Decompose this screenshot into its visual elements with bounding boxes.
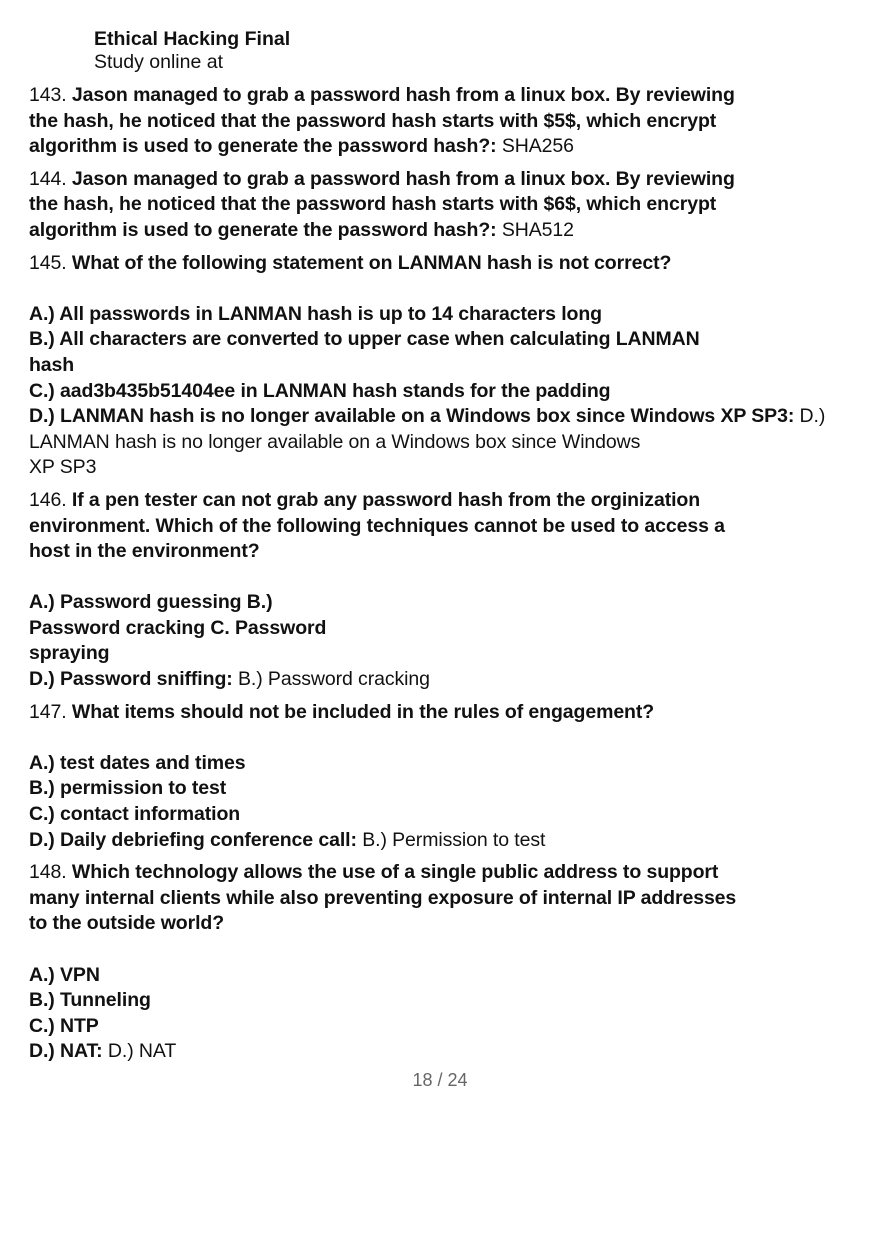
- option-item: C.) NTP: [29, 1014, 99, 1037]
- option-item: D.) NAT:: [29, 1040, 103, 1063]
- question-text: environment. Which of the following techniques cannot be used to access a: [29, 514, 725, 537]
- question-text: Jason managed to grab a password hash from a linux box. By reviewing: [71, 167, 735, 190]
- question-text: Jason managed to grab a password hash from a linux box. By reviewing: [71, 84, 735, 106]
- option-item: C.) contact information: [29, 803, 241, 826]
- question-145: [29, 251, 849, 481]
- answer-text: XP SP3: [29, 456, 97, 479]
- option-item: C.) aad3b435b51404ee in LANMAN hash stands for the padding: [29, 379, 611, 402]
- option-item: D.) LANMAN hash is no longer available on a Windows box since Windows XP SP3:: [29, 405, 795, 428]
- option-item: B.) Tunneling: [29, 989, 151, 1012]
- question-144: [29, 167, 849, 244]
- question-number: 143.: [29, 84, 67, 106]
- option-item: A.) All passwords in LANMAN hash is up to 14 characters long: [29, 302, 602, 325]
- answer-text: B.) Password cracking: [237, 668, 430, 691]
- question-text: the hash, he noticed that the password hash starts with $5$, which encrypt: [29, 109, 717, 132]
- question-146: [29, 488, 849, 693]
- question-text: algorithm is used to generate the password hash?:: [29, 135, 497, 158]
- question-text: If a pen tester can not grab any password hash from the orginization: [71, 488, 701, 511]
- option-item: B.) permission to test: [29, 777, 227, 800]
- option-item: A.) VPN: [29, 963, 100, 986]
- question-143: [29, 83, 849, 160]
- question-text: What items should not be included in the rules of engagement?: [71, 700, 655, 723]
- answer-text: B.) Permission to test: [362, 828, 546, 851]
- answer-text: D.): [799, 405, 826, 428]
- option-item: hash: [29, 353, 75, 376]
- question-number: 145.: [29, 251, 67, 274]
- answer-text: SHA256: [501, 135, 574, 158]
- question-text: What of the following statement on LANMAN hash is not correct?: [71, 251, 672, 274]
- option-item: D.) Daily debriefing conference call:: [29, 828, 357, 851]
- page-indicator: 18 / 24: [412, 1070, 468, 1090]
- option-item: B.) All characters are converted to upper case when calculating LANMAN: [29, 328, 700, 351]
- option-item: spraying: [29, 642, 110, 665]
- option-item: A.) Password guessing B.): [29, 591, 273, 614]
- question-number: 146.: [29, 488, 67, 511]
- question-number: 148.: [29, 861, 67, 884]
- answer-text: D.) NAT: [107, 1040, 177, 1063]
- questions-list: [29, 83, 849, 1072]
- question-147: [29, 700, 849, 854]
- document-header: [94, 28, 290, 74]
- option-item: Password cracking C. Password: [29, 616, 327, 639]
- question-text: to the outside world?: [29, 912, 225, 935]
- question-text: host in the environment?: [29, 540, 260, 563]
- question-number: 147.: [29, 700, 67, 723]
- answer-text: LANMAN hash is no longer available on a Windows box since Windows: [29, 430, 641, 453]
- document-title: Ethical Hacking Final: [94, 28, 291, 50]
- document-subtitle: Study online at: [94, 51, 224, 73]
- answer-text: SHA512: [501, 218, 574, 241]
- question-text: many internal clients while also preventing exposure of internal IP addresses: [29, 886, 737, 909]
- option-item: A.) test dates and times: [29, 751, 246, 774]
- question-148: [29, 860, 849, 1065]
- question-text: Which technology allows the use of a single public address to support: [71, 861, 719, 884]
- option-item: D.) Password sniffing:: [29, 668, 233, 691]
- question-text: algorithm is used to generate the password hash?:: [29, 218, 497, 241]
- question-text: the hash, he noticed that the password hash starts with $6$, which encrypt: [29, 193, 717, 216]
- question-number: 144.: [29, 167, 67, 190]
